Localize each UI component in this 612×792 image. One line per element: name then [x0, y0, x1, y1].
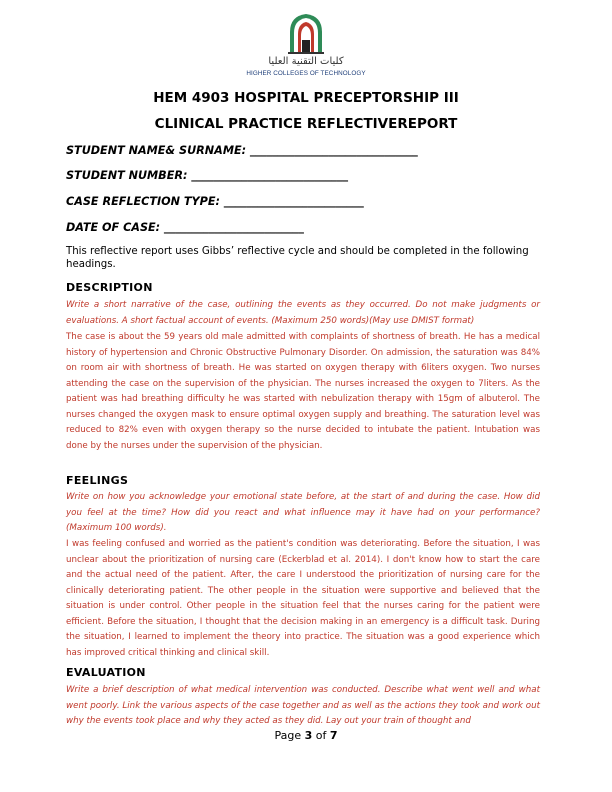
student-name-field: STUDENT NAME& SURNAME: ______________________________ [66, 144, 418, 157]
description-instruction: Write a short narrative of the case, outlining the events as they occurred. Do not make judgments or evaluations. A short factual account of events. (Maximum 250 words)(May use DMIST format) [66, 300, 540, 326]
feelings-body: I was feeling confused and worried as the patient's condition was deteriorating. Before the situation, I was unclear about the prioritization of nursing care (Eckerblad et al. 2014). I don't know how to start the care and the actual need of the patient. After, the care I understood the prioritization of nursing care for the clinically deteriorating patient. The other people in the situation were supportive and believed that the situation is under control. Other people in the situation feel that the nurses caring for the patient were efficient. Before the situation, I thought that the decision making in an emergency is a difficult task. During the situation, I learned to implement the theory into practice. The situation was a good experience which has improved critical thinking and clinical skill. [66, 539, 540, 658]
case-reflection-type-field: CASE REFLECTION TYPE: _________________________ [66, 195, 364, 208]
page-footer [0, 729, 612, 742]
hct-logo [238, 12, 374, 76]
evaluation-instruction: Write a brief description of what medical intervention was conducted. Describe what went well and what went poorly. Link the various aspects of the case together and as well as the actions they took and work out why the events took place and why they acted as they did. Lay out your train of thought and [66, 685, 540, 726]
intro-paragraph: This reflective report uses Gibbs’ reflective cycle and should be completed in the following headings. [66, 246, 529, 270]
evaluation-heading: EVALUATION [66, 666, 146, 679]
footer-current-page: 3 [304, 729, 313, 742]
footer-prefix: Page [274, 729, 305, 742]
footer-total-pages: 7 [329, 729, 338, 742]
logo-arabic-text: كليات التقنية العليا [268, 56, 344, 67]
feelings-instruction: Write on how you acknowledge your emotional state before, at the start of and during the case. How did you feel at the time? How did you react and what influence may it have had on your performance? (Maximum 100 words). [66, 492, 540, 533]
logo-english-text: HIGHER COLLEGES OF TECHNOLOGY [246, 70, 366, 77]
description-heading: DESCRIPTION [66, 281, 153, 294]
date-of-case-field: DATE OF CASE: _________________________ [66, 221, 304, 234]
report-title: CLINICAL PRACTICE REFLECTIVEREPORT [154, 116, 458, 132]
feelings-heading: FEELINGS [66, 474, 129, 487]
description-body: The case is about the 59 years old male admitted with complaints of shortness of breath. He has a medical history of hypertension and Chronic Obstructive Pulmonary Disorder. On admission, the saturation was 84% on room air with shortness of breath. He was started on oxygen therapy with 6liters oxygen. Two nurses attending the case on the supervision of the physician. The nurses increased the oxygen to 7liters. As the patient was had breathing difficulty he was started with nebulization therapy with 15gm of albuterol. The nurses changed the oxygen mask to ensure optimal oxygen supply and breathing. The saturation level was reduced to 82% even with oxygen therapy so the nurse decided to intubate the patient. Intubation was done by the nurses under the supervision of the physician. [66, 332, 540, 451]
student-number-field: STUDENT NUMBER: ____________________________ [66, 169, 348, 182]
footer-middle: of [312, 729, 330, 742]
hct-emblem-icon [238, 12, 374, 56]
course-title: HEM 4903 HOSPITAL PRECEPTORSHIP III [153, 90, 459, 106]
